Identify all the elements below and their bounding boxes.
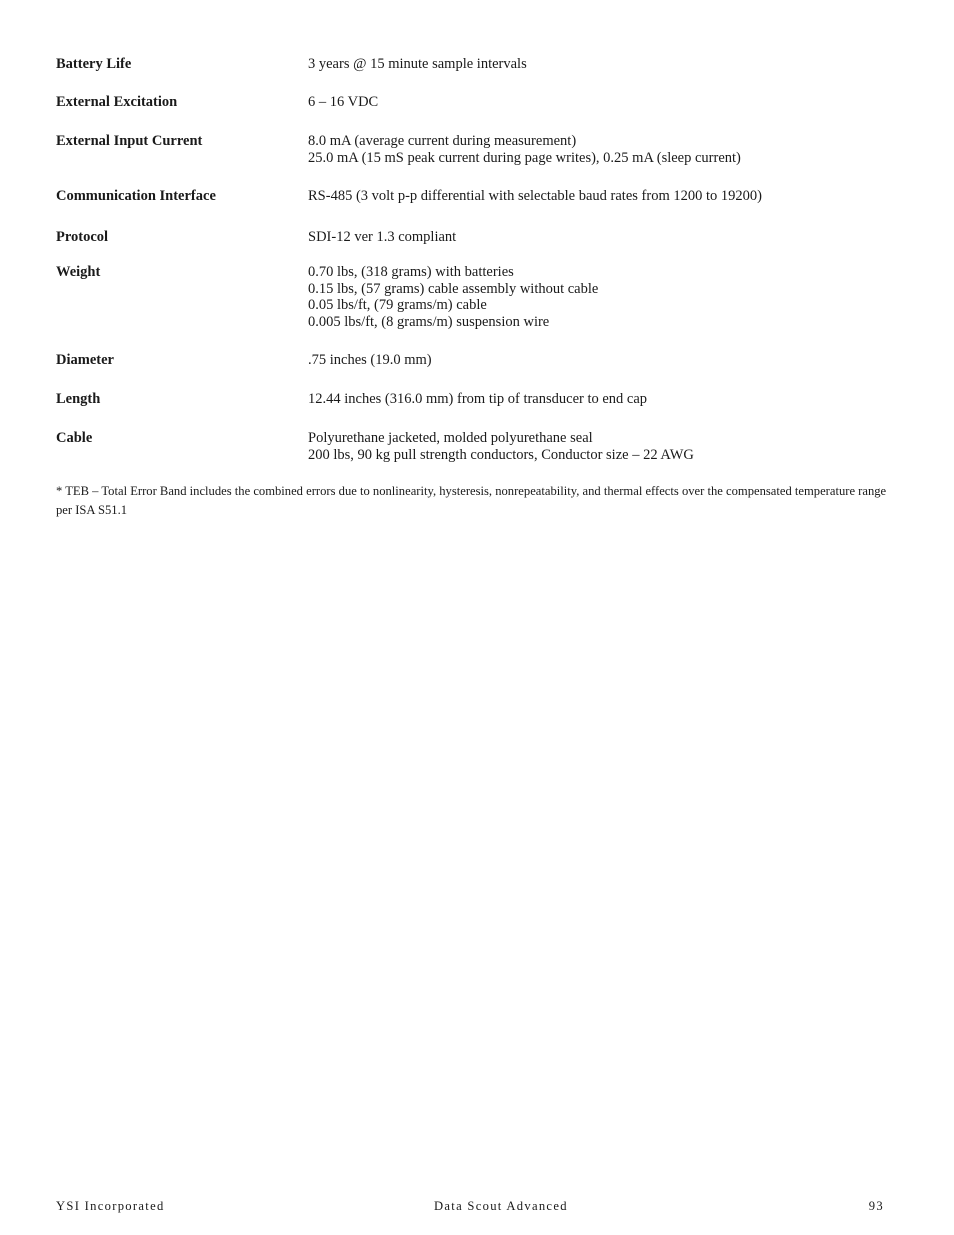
spec-label: External Excitation: [56, 94, 178, 110]
spec-values: [308, 188, 898, 205]
footer-company: YSI Incorporated: [56, 1199, 165, 1213]
spec-value: 0.05 lbs/ft, (79 grams/m) cable: [308, 297, 487, 314]
spec-values: [308, 391, 898, 408]
spec-value: 8.0 mA (average current during measurement): [308, 133, 577, 149]
spec-value: 200 lbs, 90 kg pull strength conductors, Conductor size – 22 AWG: [308, 446, 694, 463]
spec-values: [308, 56, 898, 73]
spec-label: Communication Interface: [56, 188, 216, 204]
spec-label: Diameter: [56, 352, 114, 368]
spec-value: .75 inches (19.0 mm): [308, 352, 432, 368]
spec-value: 12.44 inches (316.0 mm) from tip of transducer to end cap: [308, 391, 648, 407]
spec-values: [308, 430, 898, 463]
spec-label: Weight: [56, 264, 101, 280]
spec-label: External Input Current: [56, 133, 203, 149]
spec-label: Protocol: [56, 229, 109, 245]
spec-values: [308, 133, 898, 166]
spec-label: Length: [56, 391, 101, 407]
spec-values: [308, 229, 898, 246]
page-number: 93: [868, 1199, 884, 1213]
spec-values: [308, 264, 898, 331]
spec-value: 0.005 lbs/ft, (8 grams/m) suspension wire: [308, 314, 550, 331]
spec-value: SDI-12 ver 1.3 compliant: [308, 229, 457, 245]
spec-label: Cable: [56, 430, 93, 446]
spec-value: Polyurethane jacketed, molded polyurethane seal: [308, 430, 593, 446]
spec-values: [308, 352, 898, 369]
spec-value: 0.70 lbs, (318 grams) with batteries: [308, 264, 514, 280]
spec-value: 0.15 lbs, (57 grams) cable assembly without cable: [308, 280, 599, 297]
teb-footnote: * TEB – Total Error Band includes the combined errors due to nonlinearity, hysteresis, nonrepeatability, and thermal effects over the compensated temperature range per ISA S51.1: [56, 484, 887, 517]
spec-value: 3 years @ 15 minute sample intervals: [308, 56, 527, 72]
spec-value: 6 – 16 VDC: [308, 94, 379, 110]
spec-value: RS-485 (3 volt p-p differential with selectable baud rates from 1200 to 19200): [308, 188, 762, 204]
spec-label: Battery Life: [56, 56, 132, 72]
spec-value: 25.0 mA (15 mS peak current during page writes), 0.25 mA (sleep current): [308, 149, 741, 166]
spec-values: [308, 94, 898, 111]
footer-product: Data Scout Advanced: [434, 1199, 568, 1213]
